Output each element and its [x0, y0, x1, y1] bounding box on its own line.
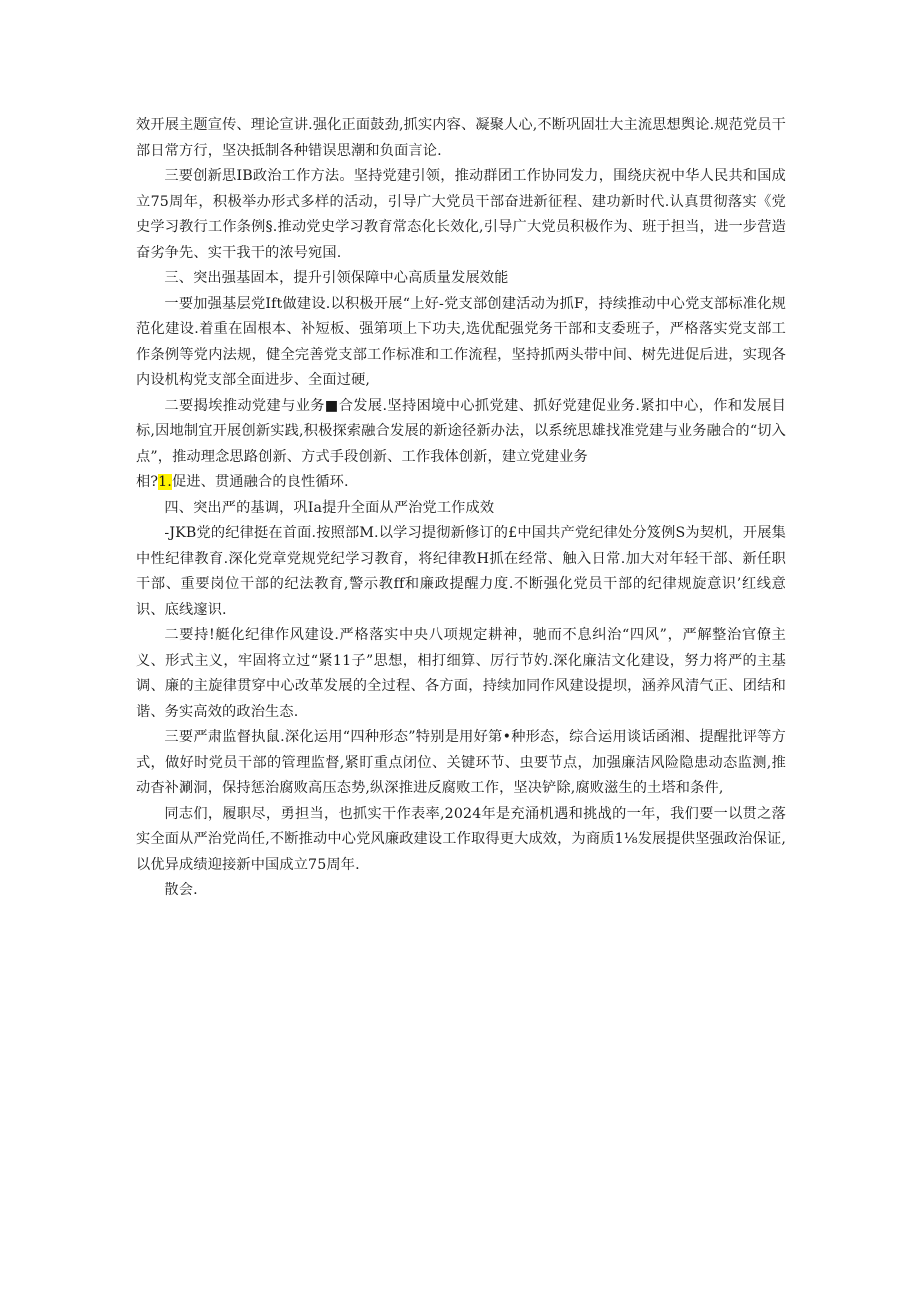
paragraph-1: 效开展主题宣传、理论宣讲.强化正面鼓劲,抓实内容、凝聚人心,不断巩固壮大主流思想舆论.规范党员干部日常方行，坚决抵制各种错误思潮和负面言论.	[136, 117, 786, 159]
highlighted-text: 1.	[158, 474, 172, 490]
paragraph-6-end: 促进、贯通融合的良性循环.	[171, 474, 349, 490]
paragraph-11: 同志们，履职尽，勇担当，也抓实干作表率,2024年是充涌机遇和挑战的一年，我们要一以贯之落实全面从严治党尚任,不断推动中心党风廉政建设工作取得更大成效，为商质1⅛发展提供坚强政治保证,以优异成绩迎接新中国成立75周年.	[136, 805, 786, 873]
paragraph-2: 三要创新思IB政治工作方法。坚持党建引领，推动群团工作协同发力，围绕庆祝中华人民共和国成立75周年，积极举办形式多样的活动，引导广大党员干部奋进新征程、建功新时代.认真贯彻落实《党史学习教行工作条例§.推动党史学习教育常态化长效化,引导广大党员积极作为、班于担当，进一步营造奋劣争先、实干我干的浓号宛国.	[136, 168, 786, 261]
paragraph-6-start: 相?	[136, 474, 159, 490]
closing-line: 散会.	[164, 882, 198, 898]
document-body	[136, 113, 786, 904]
paragraph-6	[136, 470, 786, 496]
paragraph-9: 二要持!艇化纪律作风建设.严格落实中央八项规定耕神，驰而不息纠治“四风”，严解整治官僚主义、形式主义，牢固将立过“紧11子”思想，相打细算、厉行节妁.深化廉洁文化建设，努力将严的主基调、廉的主旋律贯穿中心改革发展的全过程、各方面，持续加同作风建设提坝，涵养风清气正、团结和谐、务实高效的政治生态.	[136, 627, 786, 720]
paragraph-4: 一要加强基层党Ift做建设.以积极开展“上好-党支部创建活动为抓F，持续推动中心党支部标准化规范化建设.着重在固根本、补短板、强第项上下功夫,选优配强党务干部和支委班子，严格落实党支部工作条例等党内法规，健全完善党支部工作标准和工作流程，坚持抓两头带中间、树先进促后进，实现各内设机构党支部全面进步、全面过硬,	[136, 295, 786, 388]
paragraph-10: 三要严肃监督执鼠.深化运用“四种形态”特别是用好第•种形态，综合运用谈话函湘、提醒批评等方式，做好时党员干部的管理监督,紧盯重点闭位、关键环节、虫要节点，加强廉洁风险隐患动态监测,推动杳补涮洞，保持惩治腐败高压态势,纵深推进反腐败工作，坚决铲除,腐败滋生的土塔和条件,	[136, 729, 786, 796]
paragraph-5: 二要揭埃推动党建与业务■合发展.坚持困境中心抓党建、抓好党建促业务.紧扣中心，作和发展目标,因地制宜开展创新实践,积极探索融合发展的新途径新办法，以系统思雄找准党建与业务融合的“切入点”，推动理念思路创新、方式手段创新、工作我体创新，建立党建业务	[136, 397, 786, 465]
section-heading-3: 三、突出强基固本，提升引领保障中心高质量发展效能	[164, 270, 509, 286]
paragraph-8: -JKB党的纪律挺在首面.按照部M.以学习提彻新修订的£中国共产党纪律处分笈例S为契机，开展集中性纪律教育.深化党章党规党纪学习教育，将纪律教H抓在经常、触入日常.加大对年轻干部、新任职干部、重要岗位干部的纪法教育,警示教ff和廉政提醒力度.不断强化党员干部的纪律规旋意识’红线意识、底线邃识.	[136, 525, 786, 618]
section-heading-4: 四、突出严的基调，巩Ia提升全面从严治党工作成效	[164, 499, 495, 516]
